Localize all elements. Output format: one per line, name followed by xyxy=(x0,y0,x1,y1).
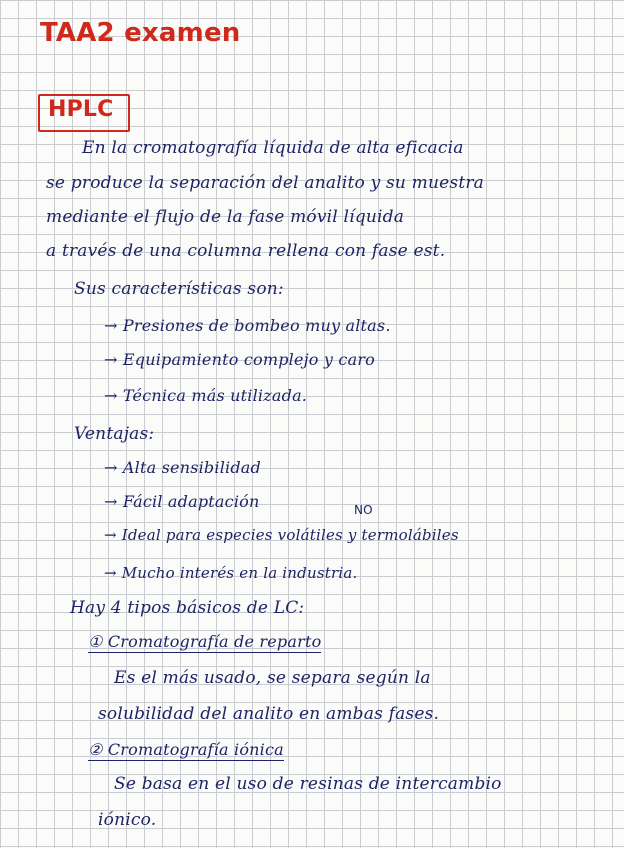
subsection-title-text: ② Cromatografía iónica xyxy=(88,740,284,759)
text-line: mediante el flujo de la fase móvil líquida xyxy=(46,207,405,227)
list-item: → Equipamiento complejo y caro xyxy=(104,350,376,369)
list-item: → Alta sensibilidad xyxy=(104,458,261,477)
list-item: → Mucho interés en la industria. xyxy=(104,564,358,582)
subsection-title xyxy=(88,632,321,651)
advantages-heading: Ventajas: xyxy=(74,424,155,444)
list-item: → Ideal para especies volátiles y termolábiles xyxy=(104,526,459,544)
subsection-title-text: ① Cromatografía de reparto xyxy=(88,632,322,651)
text-line: solubilidad del analito en ambas fases. xyxy=(98,704,440,724)
characteristics-heading: Sus características son: xyxy=(74,279,284,299)
text-line: iónico. xyxy=(98,810,157,830)
list-item: → Fácil adaptación xyxy=(104,492,260,511)
text-line: Se basa en el uso de resinas de intercambio xyxy=(114,774,502,794)
subsection-title xyxy=(88,740,284,759)
page-title: TAA2 examen xyxy=(40,18,241,48)
text-line: se produce la separación del analito y su muestra xyxy=(46,173,485,193)
list-item: → Presiones de bombeo muy altas. xyxy=(104,316,391,335)
text-line: a través de una columna rellena con fase est. xyxy=(46,241,446,261)
insertion-mark: NO xyxy=(354,503,373,517)
types-heading: Hay 4 tipos básicos de LC: xyxy=(70,598,305,618)
list-item: → Técnica más utilizada. xyxy=(104,386,308,405)
section-heading: HPLC xyxy=(48,97,114,122)
text-line: Es el más usado, se separa según la xyxy=(114,668,431,688)
text-line: En la cromatografía líquida de alta eficacia xyxy=(82,138,464,158)
